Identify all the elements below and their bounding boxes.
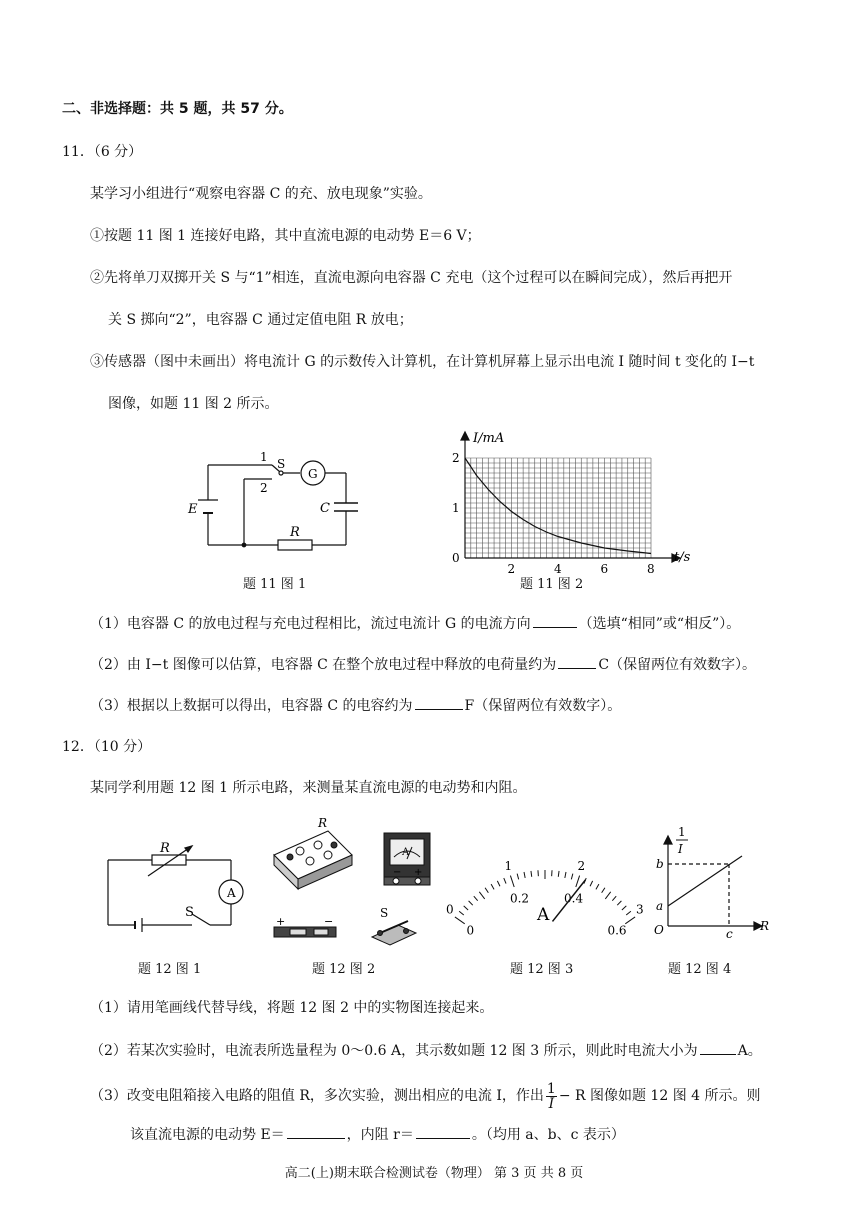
meter-tick bbox=[622, 906, 626, 910]
fig11-label-r: R bbox=[290, 525, 300, 540]
meter-unit: A bbox=[537, 905, 550, 925]
q11-step2a: ②先将单刀双掷开关 S 与“1”相连，直流电源向电容器 C 充电（这个过程可以在瞬间完成），然后再把开 bbox=[90, 270, 733, 286]
fig12-1-label-s: S bbox=[185, 905, 194, 920]
fig12-2-label-s: S bbox=[380, 906, 389, 920]
q12-sub1: （1）请用笔画线代替导线，将题 12 图 2 中的实物图连接起来。 bbox=[90, 1000, 494, 1016]
meter-tick bbox=[474, 896, 478, 901]
q12-sub3-fraction bbox=[546, 1082, 557, 1111]
y-tick-label: 2 bbox=[452, 451, 460, 465]
q11-sub3-text-b: F（保留两位有效数字）。 bbox=[464, 698, 622, 714]
graph4-c: c bbox=[726, 927, 733, 941]
fig11-label-2: 2 bbox=[260, 481, 268, 495]
fig12-2-label-plus: + bbox=[414, 867, 423, 878]
meter-tick bbox=[485, 888, 488, 893]
q11-step2b: 关 S 掷向“2”，电容器 C 通过定值电阻 R 放电； bbox=[108, 312, 413, 328]
q12-sub3 bbox=[90, 1080, 761, 1112]
q12-fig1-caption: 题 12 图 1 bbox=[138, 962, 202, 977]
fig12-1-label-a: A bbox=[227, 886, 236, 900]
fig11-label-c: C bbox=[320, 501, 330, 516]
q12-fig4-caption: 题 12 图 4 bbox=[668, 962, 732, 977]
meter-tick bbox=[491, 884, 494, 889]
q12-number: 12．（10 分） bbox=[62, 739, 152, 755]
fig11-label-s: S bbox=[277, 457, 286, 471]
q11-step1: ①按题 11 图 1 连接好电路，其中直流电源的电动势 E＝6 V； bbox=[90, 228, 481, 244]
fig11-label-1: 1 bbox=[260, 450, 268, 464]
fig12-2-label-a: A bbox=[402, 847, 410, 858]
q12-sub3-line2 bbox=[130, 1124, 625, 1145]
resistance-box-icon bbox=[274, 831, 352, 889]
q11-sub2-text-b: C（保留两位有效数字）。 bbox=[598, 657, 757, 673]
q12-sub3-text-d: ，内阻 r＝ bbox=[346, 1127, 414, 1143]
chart-ylabel: I/mA bbox=[473, 431, 505, 446]
meter-tick bbox=[479, 892, 484, 899]
meter-top-label: 0 bbox=[445, 902, 454, 917]
fig11-label-g: G bbox=[308, 467, 318, 481]
section-title: 二、非选择题：共 5 题，共 57 分。 bbox=[62, 101, 293, 117]
x-tick-label: 6 bbox=[600, 562, 609, 576]
graph4-ylabel-den: I bbox=[678, 842, 683, 856]
q11-sub2-blank[interactable] bbox=[558, 654, 596, 669]
q12-circuit-diagram bbox=[100, 840, 250, 935]
battery-icon bbox=[274, 927, 336, 937]
q12-sub2-text-b: A。 bbox=[737, 1043, 762, 1059]
meter-tick bbox=[612, 896, 616, 901]
chart-xlabel: t/s bbox=[674, 550, 691, 565]
meter-tick bbox=[605, 892, 610, 899]
fig12-1-label-r: R bbox=[160, 841, 170, 856]
meter-tick bbox=[455, 917, 465, 924]
q11-sub3 bbox=[90, 695, 621, 716]
meter-tick bbox=[531, 871, 532, 877]
meter-tick bbox=[576, 876, 580, 887]
meter-tick bbox=[602, 888, 605, 893]
q12-sub3-frac-den: I bbox=[548, 1095, 555, 1112]
meter-top-label: 1 bbox=[504, 858, 513, 873]
q11-sub3-text-a: （3）根据以上数据可以得出，电容器 C 的电容约为 bbox=[90, 698, 413, 714]
meter-bottom-label: 0.2 bbox=[509, 891, 530, 906]
q12-sub3-text-b: − R 图像如题 12 图 4 所示。则 bbox=[558, 1088, 761, 1104]
q12-sub3-blank-e[interactable] bbox=[287, 1124, 345, 1139]
meter-top-label: 3 bbox=[636, 902, 644, 917]
fig11-label-e: E bbox=[188, 502, 198, 517]
q11-sub3-blank[interactable] bbox=[415, 695, 463, 710]
meter-tick bbox=[596, 884, 599, 889]
meter-bottom-label: 0.6 bbox=[607, 923, 627, 938]
q12-sub3-text-e: 。（均用 a、b、c 表示） bbox=[471, 1127, 625, 1143]
y-tick-label: 1 bbox=[452, 501, 460, 515]
q12-sub2-text-a: （2）若某次实验时，电流表所选量程为 0～0.6 A，其示数如题 12 图 3 所示，则此时电流大小为 bbox=[90, 1043, 698, 1059]
meter-tick bbox=[590, 881, 593, 886]
meter-tick bbox=[565, 872, 566, 878]
q11-fig1-caption: 题 11 图 1 bbox=[243, 577, 307, 592]
meter-tick bbox=[617, 901, 621, 905]
q11-step3b: 图像，如题 11 图 2 所示。 bbox=[108, 396, 279, 412]
fig12-2-battery-minus: − bbox=[324, 915, 334, 928]
meter-tick bbox=[464, 906, 468, 910]
q11-sub1-text-a: （1）电容器 C 的放电过程与充电过程相比，流过电流计 G 的电流方向 bbox=[90, 616, 531, 632]
q11-sub1-text-b: （选填“相同”或“相反”）。 bbox=[578, 616, 741, 632]
meter-bottom-label: 0.4 bbox=[564, 891, 584, 906]
meter-bottom-label: 0 bbox=[466, 923, 475, 938]
x-tick-label: 8 bbox=[647, 562, 655, 576]
q12-sub3-frac-num: 1 bbox=[546, 1080, 556, 1097]
x-tick-label: 4 bbox=[554, 562, 562, 576]
q12-inverse-current-graph bbox=[650, 822, 775, 942]
q12-sub3-blank-r[interactable] bbox=[416, 1124, 470, 1139]
meter-tick bbox=[558, 871, 559, 877]
q11-number: 11．（6 分） bbox=[62, 144, 143, 160]
switch-icon bbox=[372, 921, 416, 945]
ammeter-icon bbox=[384, 833, 430, 885]
q11-intro: 某学习小组进行“观察电容器 C 的充、放电现象”实验。 bbox=[90, 186, 432, 202]
meter-tick bbox=[497, 881, 500, 886]
meter-top-label: 2 bbox=[577, 858, 586, 873]
meter-tick bbox=[469, 901, 473, 905]
q12-sub3-text-c: 该直流电源的电动势 E＝ bbox=[130, 1127, 285, 1143]
q12-sub3-text-a: （3）改变电阻箱接入电路的阻值 R，多次实验，测出相应的电流 I，作出 bbox=[90, 1088, 544, 1104]
graph4-a: a bbox=[656, 899, 664, 913]
q12-intro: 某同学利用题 12 图 1 所示电路，来测量某直流电源的电动势和内阻。 bbox=[90, 780, 527, 796]
q12-fig3-caption: 题 12 图 3 bbox=[510, 962, 574, 977]
q11-it-chart bbox=[440, 425, 702, 575]
fig12-2-label-minus: − bbox=[393, 867, 402, 878]
graph4-origin: O bbox=[654, 923, 664, 937]
meter-tick bbox=[626, 911, 631, 915]
q12-ammeter-scale bbox=[445, 845, 644, 940]
q12-apparatus bbox=[268, 815, 448, 950]
q11-step3a: ③传感器（图中未画出）将电流计 G 的示数传入计算机，在计算机屏幕上显示出电流 I 随时间 t 变化的 I−t bbox=[90, 354, 755, 370]
graph4-b: b bbox=[656, 857, 664, 871]
x-tick-label: 2 bbox=[507, 562, 516, 576]
meter-tick bbox=[517, 874, 519, 880]
meter-tick bbox=[524, 872, 525, 878]
meter-tick bbox=[571, 874, 573, 880]
meter-tick bbox=[625, 917, 635, 924]
y-tick-label: 0 bbox=[452, 551, 460, 565]
q11-circuit-diagram bbox=[180, 445, 370, 560]
fig12-2-label-r: R bbox=[318, 816, 328, 830]
meter-tick bbox=[459, 911, 464, 915]
meter-tick bbox=[510, 876, 514, 887]
q11-sub2-text-a: （2）由 I−t 图像可以估算，电容器 C 在整个放电过程中释放的电荷量约为 bbox=[90, 657, 557, 673]
q12-sub2 bbox=[90, 1040, 762, 1061]
q11-sub1-blank[interactable] bbox=[533, 613, 577, 628]
page-footer: 高二(上)期末联合检测试卷（物理） 第 3 页 共 8 页 bbox=[284, 1166, 584, 1181]
q11-sub2 bbox=[90, 654, 756, 675]
graph4-xlabel: R bbox=[760, 919, 770, 933]
q12-sub2-blank[interactable] bbox=[700, 1040, 736, 1055]
meter-tick bbox=[504, 878, 506, 884]
q11-sub1 bbox=[90, 613, 740, 634]
fig12-2-battery-plus: + bbox=[276, 915, 286, 928]
q12-fig2-caption: 题 12 图 2 bbox=[312, 962, 376, 977]
graph4-ylabel-num: 1 bbox=[678, 825, 686, 839]
q11-fig2-caption: 题 11 图 2 bbox=[520, 577, 584, 592]
